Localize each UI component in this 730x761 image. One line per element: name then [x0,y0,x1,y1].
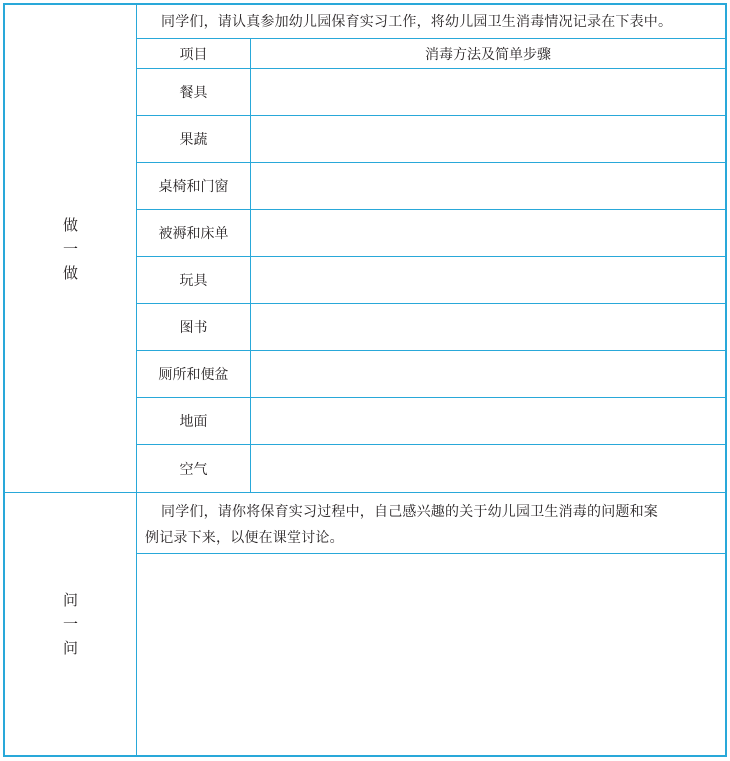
do-section-instructions: 同学们，请认真参加幼儿园保育实习工作，将幼儿园卫生消毒情况记录在下表中。 [161,14,673,30]
do-label-char-1: 做 [62,215,78,234]
table-row-item: 被褥和床单 [158,226,229,242]
ask-answer-area[interactable] [137,554,725,755]
method-answer-cell[interactable] [251,445,725,492]
ask-section-instructions-line-1: 同学们，请你将保育实习过程中，自己感兴趣的关于幼儿园卫生消毒的问题和案 [161,504,658,520]
table-row-item: 地面 [179,414,208,430]
method-answer-cell[interactable] [251,69,725,115]
table-row-item: 玩具 [179,273,208,289]
do-section-label [5,5,136,492]
method-answer-cell[interactable] [251,163,725,209]
method-answer-cell[interactable] [251,351,725,397]
method-answer-cell[interactable] [251,210,725,256]
method-answer-cell[interactable] [251,398,725,444]
method-answer-cell[interactable] [251,116,725,162]
ask-label-char-3: 问 [62,639,78,657]
table-row-item: 果蔬 [179,132,208,148]
table-header-method: 消毒方法及简单步骤 [425,46,551,63]
table-row-item: 桌椅和门窗 [158,179,229,195]
table-row-item: 图书 [179,320,208,336]
ask-label-char-2: 一 [62,615,78,633]
table-row-item: 餐具 [179,85,208,101]
ask-label-char-1: 问 [62,591,78,609]
activity-sheet [3,3,727,757]
ask-section-label [5,493,136,755]
table-row-item: 厕所和便盆 [158,367,229,383]
method-answer-cell[interactable] [251,304,725,350]
table-header-item: 项目 [179,46,208,63]
table-row-item: 空气 [179,461,208,478]
ask-section-instructions-line-2: 例记录下来，以便在课堂讨论。 [145,530,344,546]
do-label-char-3: 做 [62,263,78,282]
method-answer-cell[interactable] [251,257,725,303]
do-label-char-2: 一 [62,239,78,258]
